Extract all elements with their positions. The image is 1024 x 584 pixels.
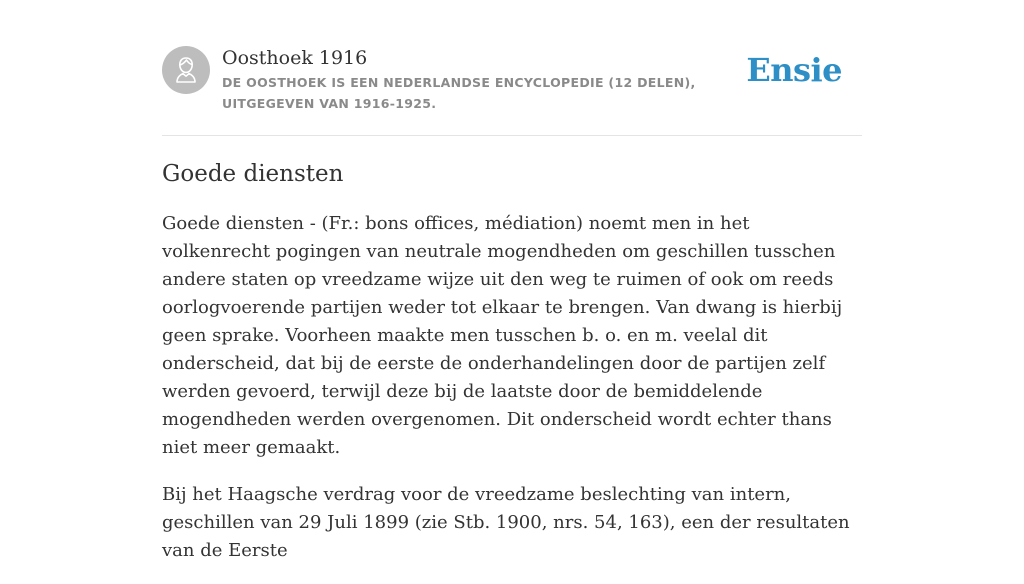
ensie-logo[interactable]: Ensie xyxy=(746,51,842,89)
user-avatar-icon[interactable] xyxy=(162,46,210,94)
source-header xyxy=(162,46,862,118)
source-title[interactable]: Oosthoek 1916 xyxy=(222,47,368,69)
source-description: DE OOSTHOEK IS EEN NEDERLANDSE ENCYCLOPEDIE (12 DELEN), UITGEGEVEN VAN 1916-1925. xyxy=(222,75,696,111)
article-paragraph: Goede diensten - (Fr.: bons offices, médiation) noemt men in het volkenrecht pogingen van neutrale mogendheden om geschillen tusschen andere staten op vreedzame wijze uit den weg te ruimen of ook om reeds oorlogvoerende partijen weder tot elkaar te brengen. Van dwang is hierbij geen sprake. Voorheen maakte men tusschen b. o. en m. veelal dit onderscheid, dat bij de eerste de onderhandelingen door de partijen zelf werden gevoerd, terwijl deze bij de laatste door de bemiddelende mogendheden werden overgenomen. Dit onderscheid wordt echter thans niet meer gemaakt. xyxy=(162,213,843,458)
header-divider xyxy=(162,135,862,136)
article-title: Goede diensten xyxy=(162,161,344,187)
article-paragraph: Bij het Haagsche verdrag voor de vreedzame beslechting van intern, geschillen van 29 Juli 1899 (zie Stb. 1900, nrs. 54, 163), een der resultaten van de Eerste xyxy=(162,484,850,561)
article xyxy=(162,158,862,584)
